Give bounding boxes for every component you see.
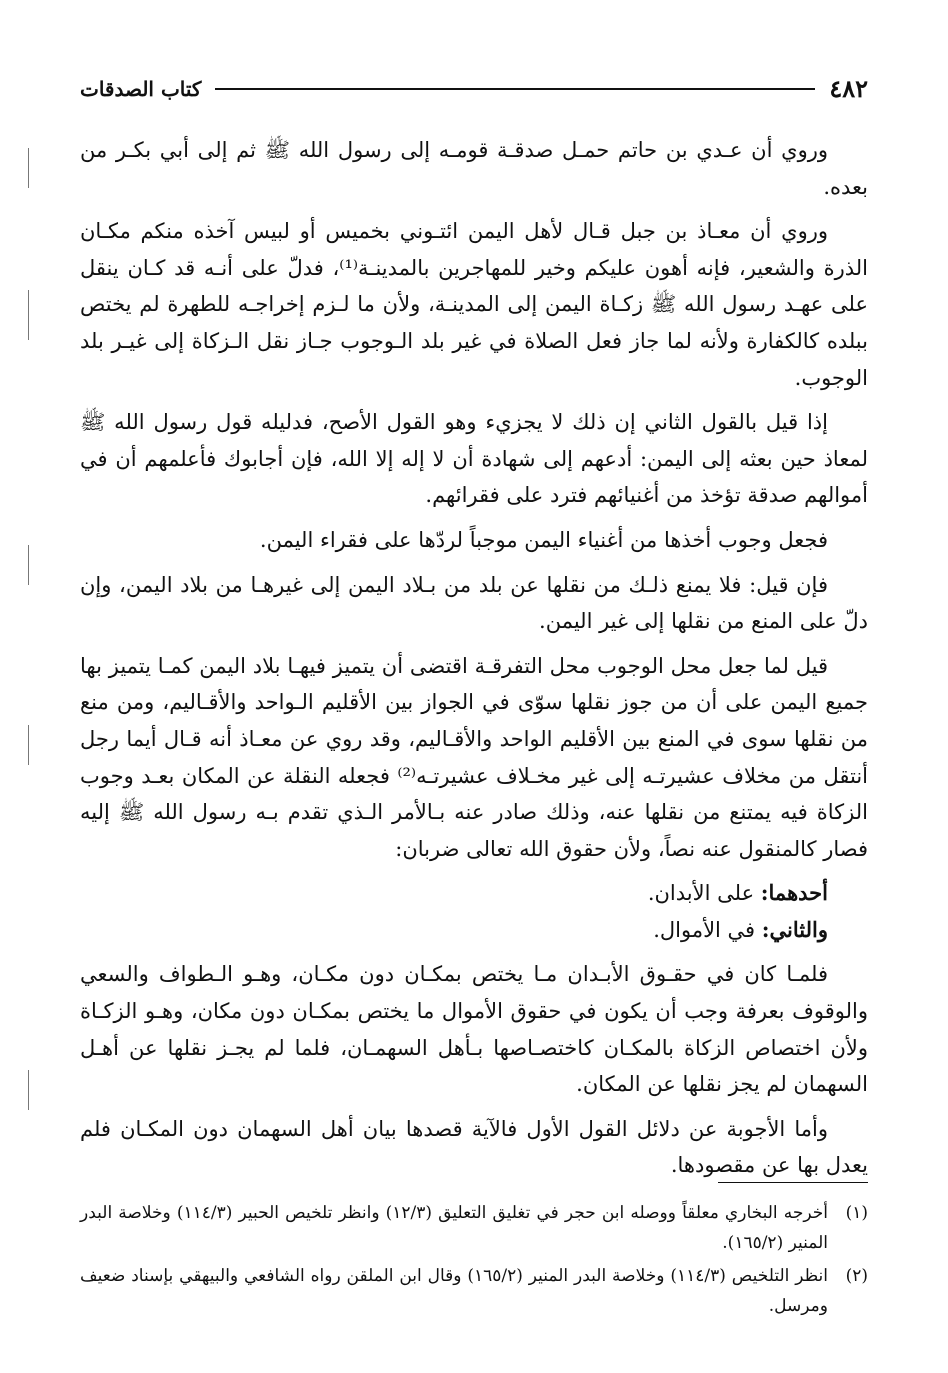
paragraph: قيل لما جعل محل الوجوب محل التفرقـة اقتضى أن يتميز فيهـا بلاد اليمن كمـا يتميز بها جميع اليمن على أن من جوز نقلها سوّى في الجواز بين الأقليم الـواحد والأقـاليم، ومن منع من نقلها سوى في المنع بين الأقليم الواحد والأقـاليم، وقد روي عن معـاذ أنه قـال أيما رجل أنتقل من مخلاف عشيرتـه إلى غير مخـلاف عشيرتـه⁽²⁾ فجعله النقلة عن المكان بعـد وجوب الزكاة فيه يمتنع من نقلها عنه، وذلك صادر عنه بـالأمر الـذي تقدم بـه رسول الله ﷺ إليه فصار كالمنقول عنه نصاً، ولأن حقوق الله تعالى ضربان: [80,653,869,861]
margin-line [28,545,29,585]
footnote-mark: (١) [845,1203,868,1223]
footnotes [80,1198,868,1324]
margin-line [28,290,29,340]
item-text: على الأبدان. [647,881,761,906]
margin-line [28,1070,29,1110]
page-number: ٤٨٢ [829,74,868,103]
paragraph: فجعل وجوب أخذها من أغنياء اليمن موجباً لردّها على فقراء اليمن. [259,527,828,552]
paragraph: فلمـا كان في حقـوق الأبـدان مـا يختص بمكـان دون مكـان، وهـو الـطواف والسعي والوقوف بعرفة وجب أن يكون في حقوق الأموال ما يختص بمكـان دون مكان، وهـو الزكـاة ولأن اختصاص الزكاة بالمكـان كاختصـاصها بـأهل السهمـان، فلما لم يجـز نقلها عن أهـل السهمان لم يجز نقلها عن المكان. [80,962,868,1097]
item-text: في الأموال. [653,917,762,942]
footnote [80,1198,868,1258]
paragraph: فإن قيل: فلا يمنع ذلـك من نقلها عن بلد من بـلاد اليمن إلى غيرهـا من بلاد اليمن، وإن دلّ على المنع من نقلها إلى غير اليمن. [80,572,868,634]
paragraph: وأما الأجوبة عن دلائل القول الأول فالآية قصدها بيان أهل السهمان دون المكـان فلم يعدل بها عن مقصودها. [80,1116,868,1178]
paragraph: وروي أن عـدي بن حاتم حمـل صدقـة قومـه إلى رسول الله ﷺ ثم إلى أبي بكـر من بعده. [80,138,868,199]
margin-line [28,725,29,765]
book-title: كتاب الصدقات [80,76,202,101]
footnote [80,1261,868,1321]
footnote-separator [718,1182,868,1183]
item-label: والثاني: [761,916,828,942]
header-rule [215,88,815,90]
item-label: أحدهما: [760,880,828,906]
list-item [80,875,868,912]
list-item [80,912,868,949]
footnote-text: أخرجه البخاري معلقاً ووصله ابن حجر في تغليق التعليق (١٢/٣) وانظر تلخيص الحبير (١١٤/٣) وخلاصة البدر المنير (١٦٥/٢). [80,1203,828,1253]
footnote-text: انظر التلخيص (١١٤/٣) وخلاصة البدر المنير (١٦٥/٢) وقال ابن الملقن رواه الشافعي والبيهقي بإسناد ضعيف ومرسل. [80,1266,829,1316]
paragraph: وروي أن معـاذ بن جبل قـال لأهل اليمن ائتـوني بخميس أو لبيس آخذه منكم مكـان الذرة والشعير، فإنه أهون عليكم وخير للمهاجرين بالمدينـة⁽¹⁾، فدلّ على أنـه قد كـان ينقل على عهـد رسول الله ﷺ زكـاة اليمن إلى المدينـة، ولأن ما لـزم إخراجـه للطهرة لم يختص ببلده كالكفارة ولأنه لما جاز فعل الصلاة في غير بلد الـوجوب جـاز نقل الـزكاة إلى غيـر بلد الوجوب. [80,219,869,390]
paragraph: إذا قيل بالقول الثاني إن ذلك لا يجزيء وهو القول الأصح، فدليله قول رسول الله ﷺ لمعاذ حين بعثه إلى اليمن: أدعهم إلى شهادة أن لا إله إلا الله، فإن أجابوك فأعلمهم أن في أموالهم صدقة تؤخذ من أغنيائهم فترد على فقرائهم. [80,410,868,508]
running-header [80,74,868,103]
footnote-mark: (٢) [845,1266,868,1286]
margin-line [28,148,29,188]
main-text [80,132,868,1192]
